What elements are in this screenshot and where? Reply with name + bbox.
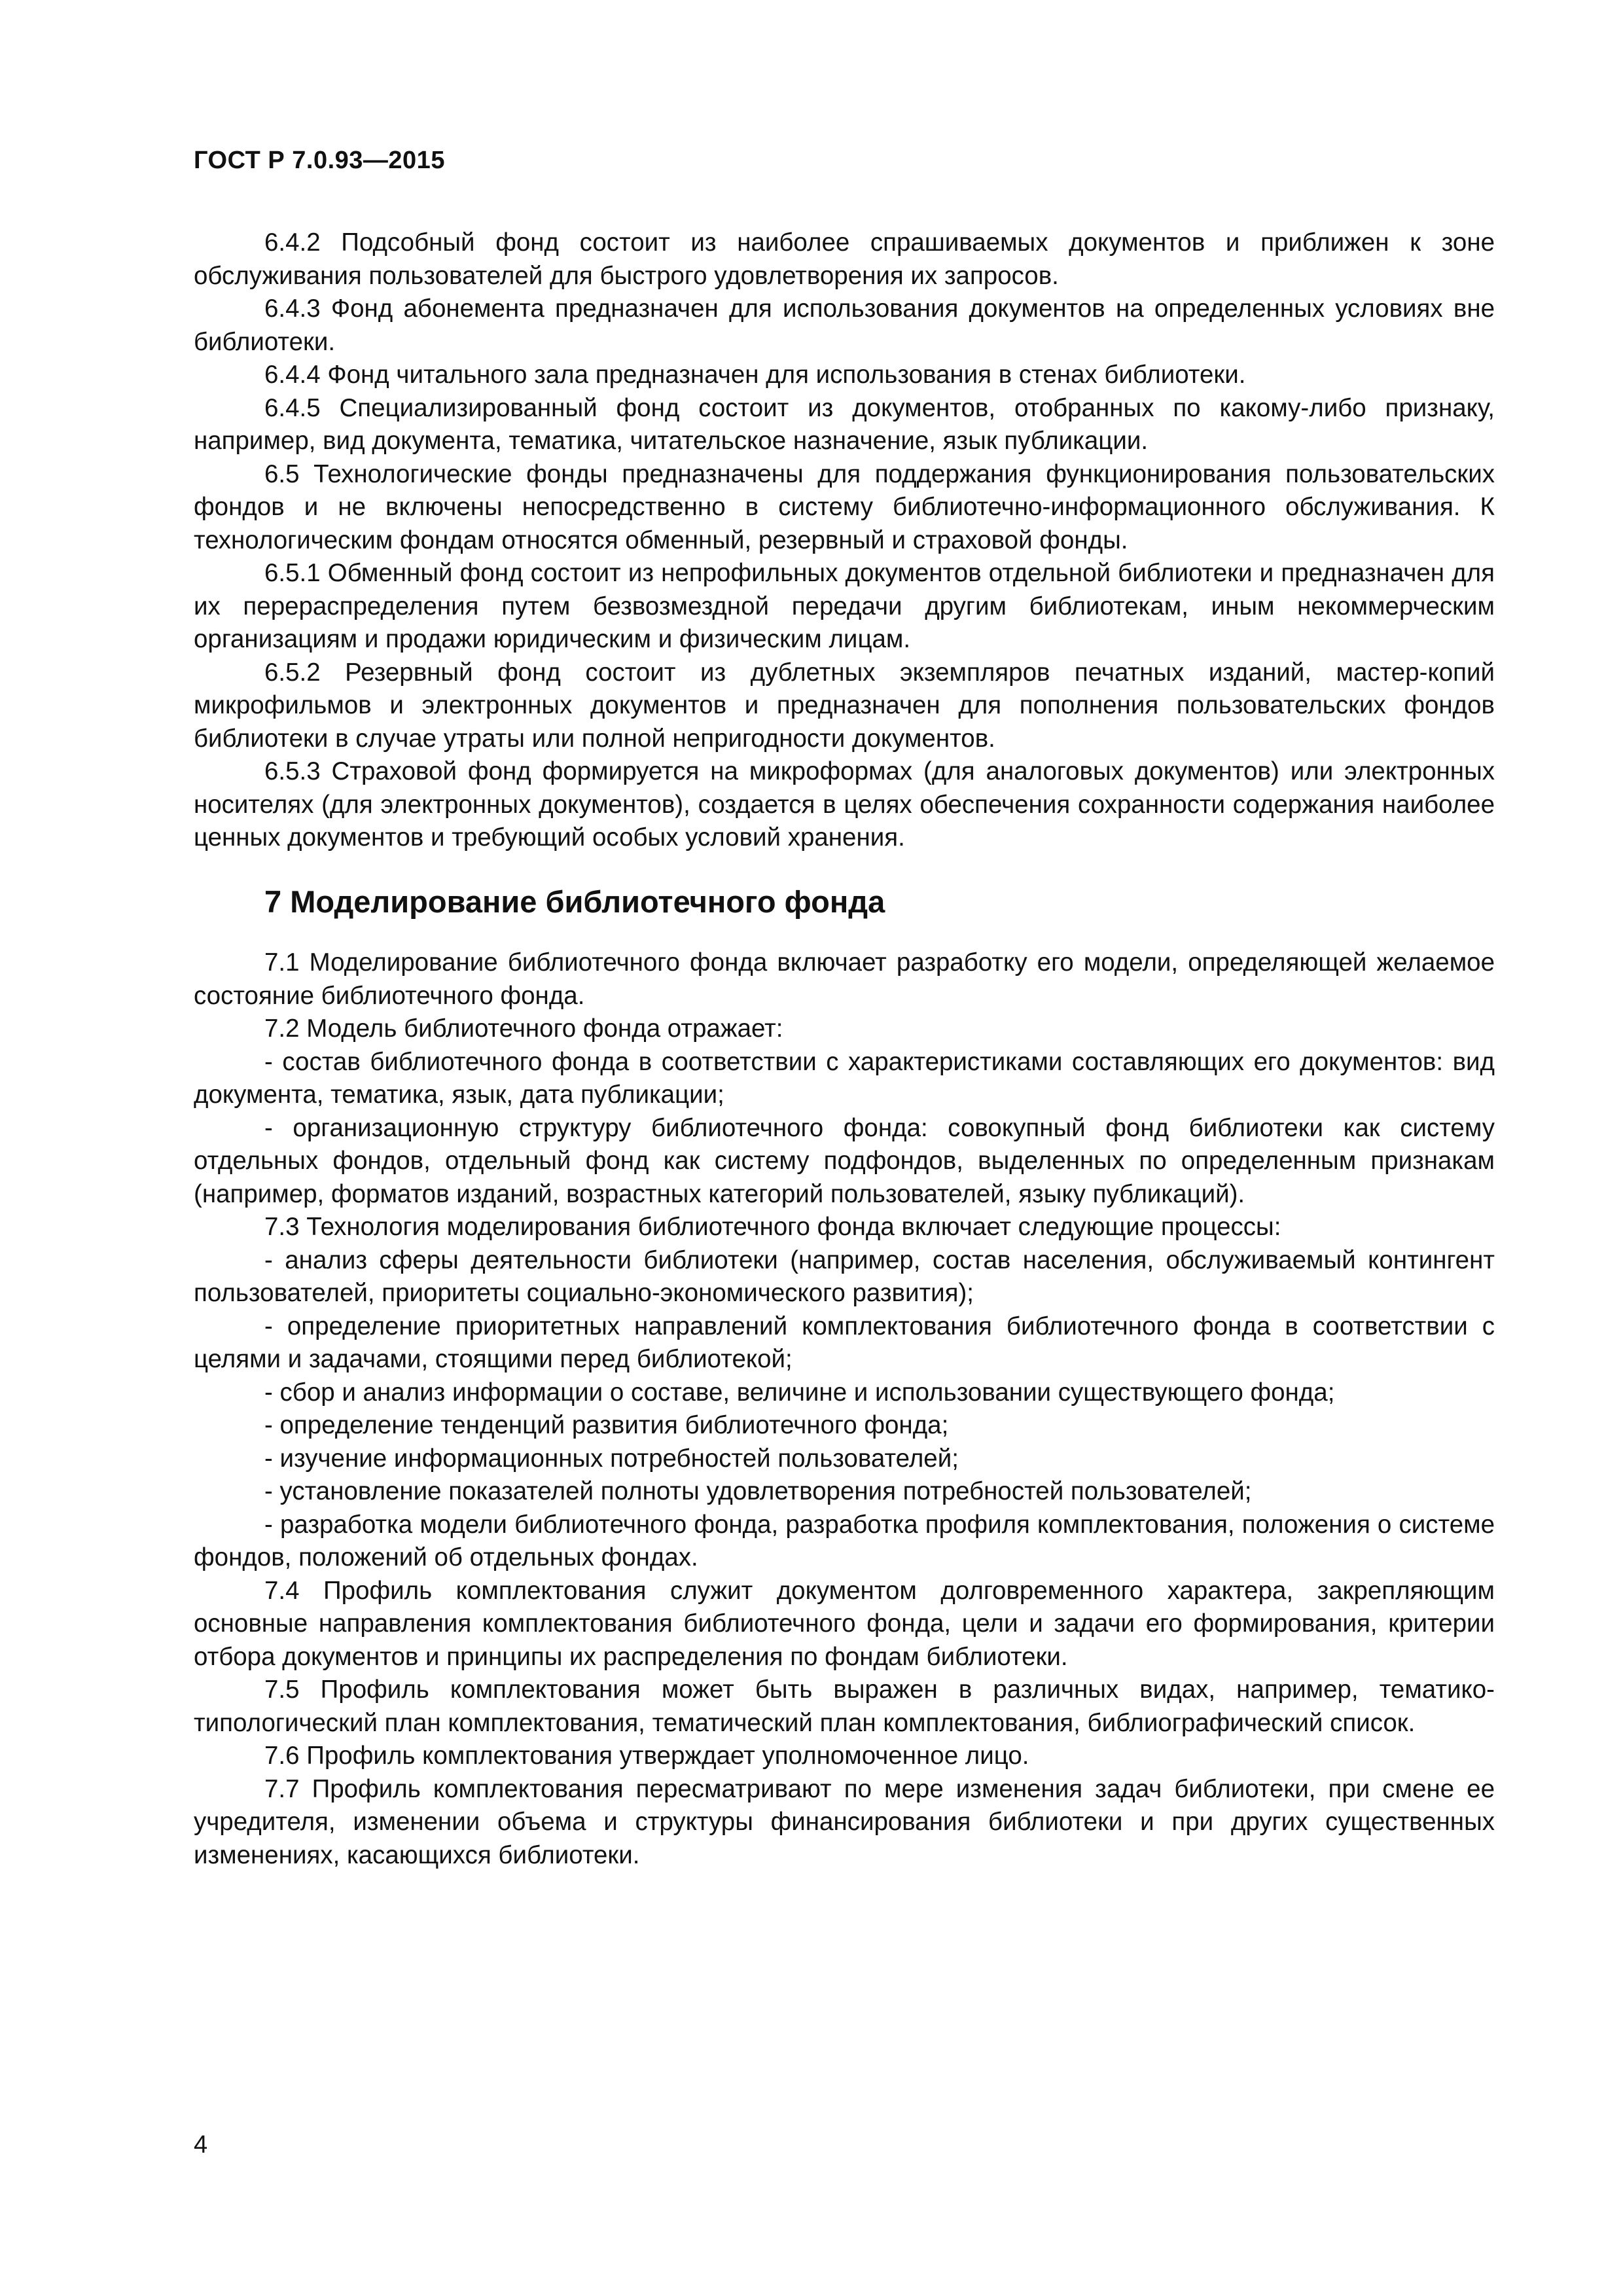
section-6-text bbox=[194, 226, 1495, 855]
paragraph: 6.5.2 Резервный фонд состоит из дублетных экземпляров печатных изданий, мастер-копий микрофильмов и электронных документов и предназначен для пополнения пользовательских фондов библиотеки в случае утраты или полной непригодности документов. bbox=[194, 658, 1495, 753]
paragraph: 6.4.3 Фонд абонемента предназначен для использования документов на определенных условиях вне библиотеки. bbox=[194, 295, 1495, 356]
paragraph: 6.5.1 Обменный фонд состоит из непрофильных документов отдельной библиотеки и предназначен для их перераспределения путем безвозмездной передачи другим библиотекам, иным некоммерческим организациям и продажи юридическим и физическим лицам. bbox=[194, 559, 1495, 653]
paragraph: 7.2 Модель библиотечного фонда отражает: bbox=[264, 1014, 783, 1043]
paragraph: 6.4.4 Фонд читального зала предназначен для использования в стенах библиотеки. bbox=[264, 361, 1246, 389]
page-number: 4 bbox=[194, 2131, 208, 2159]
list-item: - определение приоритетных направлений комплектования библиотечного фонда в соответствии с целями и задачами, стоящими перед библиотекой; bbox=[194, 1312, 1495, 1373]
paragraph: 7.1 Моделирование библиотечного фонда включает разработку его модели, определяющей желаемое состояние библиотечного фонда. bbox=[194, 948, 1495, 1010]
list-item: - анализ сферы деятельности библиотеки (например, состав населения, обслуживаемый контингент пользователей, приоритеты социально-экономического развития); bbox=[194, 1246, 1495, 1307]
paragraph: 7.5 Профиль комплектования может быть выражен в различных видах, например, тематико-типологический план комплектования, тематический план комплектования, библиографический список. bbox=[194, 1676, 1495, 1737]
list-item: - установление показателей полноты удовлетворения потребностей пользователей; bbox=[264, 1477, 1252, 1505]
paragraph: 6.5 Технологические фонды предназначены для поддержания функционирования пользовательских фондов и не включены непосредственно в систему библиотечно-информационного обслуживания. К технологическим фондам относятся обменный, резервный и страховой фонды. bbox=[194, 459, 1495, 554]
list-item: - изучение информационных потребностей пользователей; bbox=[264, 1444, 959, 1473]
document-header: ГОСТ Р 7.0.93—2015 bbox=[194, 147, 445, 174]
paragraph: 6.4.5 Специализированный фонд состоит из документов, отобранных по какому-либо признаку, например, вид документа, тематика, читательское назначение, язык публикации. bbox=[194, 393, 1495, 455]
section-7-text bbox=[194, 946, 1495, 1872]
paragraph: 7.6 Профиль комплектования утверждает уполномоченное лицо. bbox=[264, 1742, 1029, 1770]
list-item: - разработка модели библиотечного фонда, разработка профиля комплектования, положения о системе фондов, положений об отдельных фондах. bbox=[194, 1510, 1495, 1571]
list-item: - состав библиотечного фонда в соответствии с характеристиками составляющих его документов: вид документа, тематика, язык, дата публикации; bbox=[194, 1047, 1495, 1109]
list-item: - организационную структуру библиотечного фонда: совокупный фонд библиотеки как систему отдельных фондов, отдельный фонд как систему подфондов, выделенных по определенным признакам (например, форматов изданий, возрастных категорий пользователей, языку публикаций). bbox=[194, 1113, 1495, 1208]
list-item: - определение тенденций развития библиотечного фонда; bbox=[264, 1411, 949, 1439]
paragraph: 7.3 Технология моделирования библиотечного фонда включает следующие процессы: bbox=[264, 1213, 1281, 1241]
list-item: - сбор и анализ информации о составе, величине и использовании существующего фонда; bbox=[264, 1378, 1335, 1407]
paragraph: 6.5.3 Страховой фонд формируется на микроформах (для аналоговых документов) или электронных носителях (для электронных документов), создается в целях обеспечения сохранности содержания наиболее ценных документов и требующий особых условий хранения. bbox=[194, 757, 1495, 852]
paragraph: 7.7 Профиль комплектования пересматривают по мере изменения задач библиотеки, при смене ее учредителя, изменении объема и структуры финансирования библиотеки и при других существенных изменениях, касающихся библиотеки. bbox=[194, 1774, 1495, 1869]
paragraph: 7.4 Профиль комплектования служит документом долговременного характера, закрепляющим основные направления комплектования библиотечного фонда, цели и задачи его формирования, критерии отбора документов и принципы их распределения по фондам библиотеки. bbox=[194, 1576, 1495, 1671]
paragraph: 6.4.2 Подсобный фонд состоит из наиболее спрашиваемых документов и приближен к зоне обслуживания пользователей для быстрого удовлетворения их запросов. bbox=[194, 228, 1495, 290]
section-7-title: 7 Моделирование библиотечного фонда bbox=[264, 884, 885, 919]
